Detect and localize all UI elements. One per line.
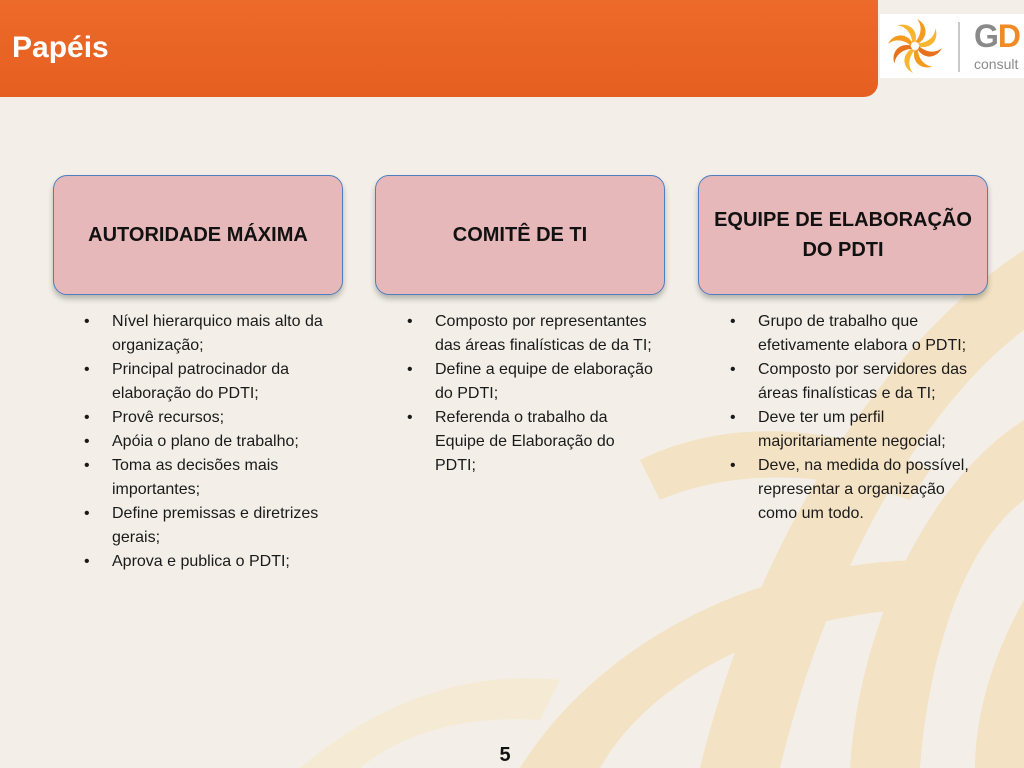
list-item: • Principal patrocinador da elaboração do PDTI; [80,358,330,406]
logo-letter-g: G [974,18,998,54]
role-box-comite-de-ti [375,175,665,295]
list-item: • Deve ter um perfil majoritariamente negocial; [726,406,971,454]
list-item: • Aprova e publica o PDTI; [80,550,330,574]
list-item: • Nível hierarquico mais alto da organização; [80,310,330,358]
bullet-list-autoridade-maxima [80,310,330,574]
list-item: • Define premissas e diretrizes gerais; [80,502,330,550]
list-item: • Composto por servidores das áreas finalísticas e da TI; [726,358,971,406]
bullet-list-comite-de-ti [403,310,653,478]
role-box-heading: EQUIPE DE ELABORAÇÃO DO PDTI [714,209,972,261]
list-item: • Apóia o plano de trabalho; [80,430,330,454]
company-logo [880,14,1024,78]
list-item: • Toma as decisões mais importantes; [80,454,330,502]
list-item: • Composto por representantes das áreas finalísticas de da TI; [403,310,653,358]
role-box-heading: COMITÊ DE TI [452,224,588,246]
slide-title: Papéis [12,31,109,64]
sun-logo-icon [885,16,945,76]
list-item: • Deve, na medida do possível, representar a organização como um todo. [726,454,971,526]
list-item: • Grupo de trabalho que efetivamente elabora o PDTI; [726,310,971,358]
list-item: • Provê recursos; [80,406,330,430]
role-box-heading: AUTORIDADE MÁXIMA [88,224,308,246]
role-box-autoridade-maxima [53,175,343,295]
list-item: • Define a equipe de elaboração do PDTI; [403,358,653,406]
list-item: • Referenda o trabalho da Equipe de Elaboração do PDTI; [403,406,653,478]
logo-subtitle: consult [974,56,1019,72]
logo-divider [958,22,960,72]
logo-wordmark [974,18,1020,54]
role-box-equipe-de-elaboracao [698,175,988,295]
bullet-list-equipe-de-elaboracao [726,310,971,526]
logo-letter-d: D [997,18,1020,54]
header-bar [0,0,878,97]
page-number: 5 [499,744,511,766]
